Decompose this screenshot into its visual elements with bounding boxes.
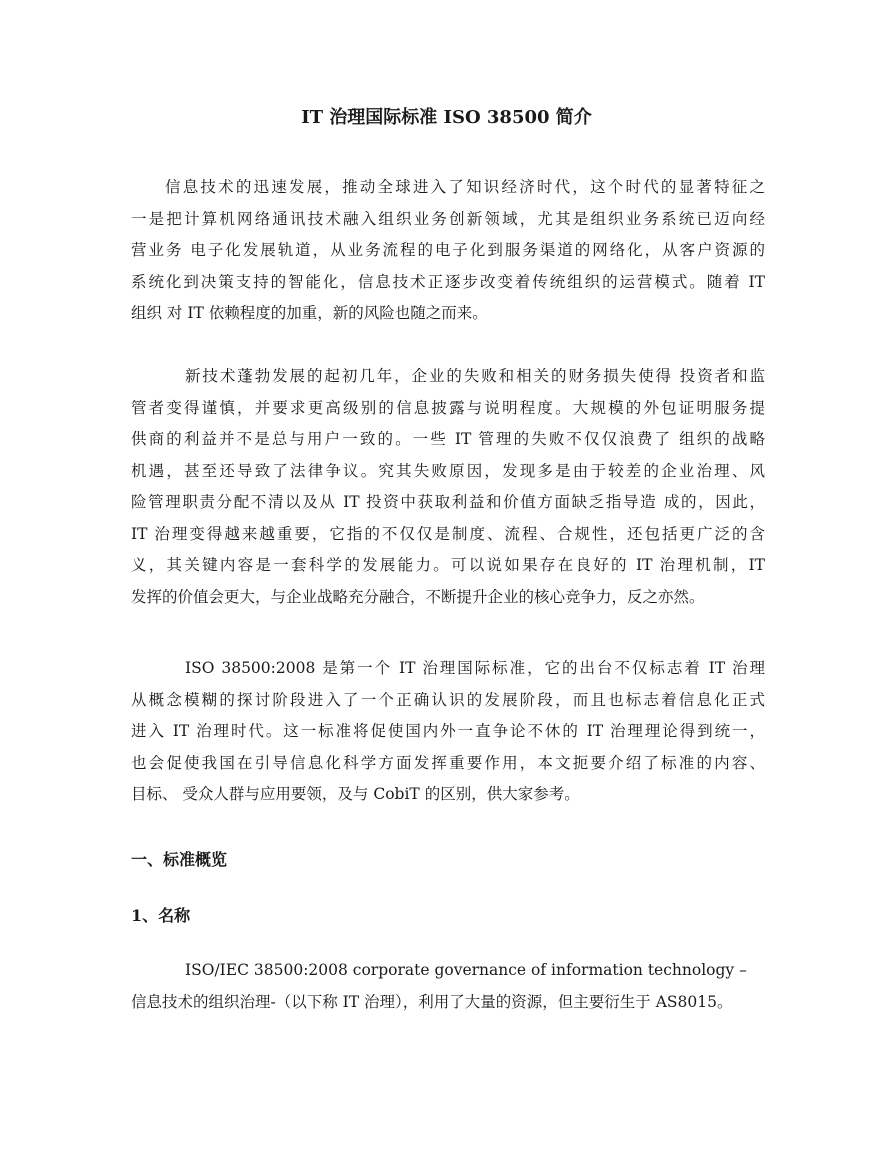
paragraph-line: 也会促使我国在引导信息化科学方面发挥重要作用，本文扼要介绍了标准的内容、 (131, 753, 765, 772)
paragraph-line: ISO 38500:2008 是第一个 IT 治理国际标准，它的出台不仅标志着 IT 治理 (185, 659, 765, 677)
paragraph-line: 从概念模糊的探讨阶段进入了一个正确认识的发展阶段，而且也标志着信息化正式 (131, 690, 765, 709)
paragraph-line: 机遇，甚至还导致了法律争议。究其失败原因，发现多是由于较差的企业治理、风 (131, 461, 765, 480)
paragraph-line: 组织 对 IT 依赖程度的加重，新的风险也随之而来。 (131, 304, 488, 322)
paragraph-risk (131, 361, 765, 613)
paragraph-line: 信息技术的组织治理-（以下称 IT 治理），利用了大量的资源，但主要衍生于 AS8015。 (131, 992, 733, 1011)
paragraph-line: 目标、 受众人群与应用要领，及与 CobiT 的区别，供大家参考。 (131, 785, 580, 803)
paragraph-name (131, 955, 765, 1018)
section-heading: 一、标准概览 (131, 850, 228, 869)
paragraph-line: ISO/IEC 38500:2008 corporate governance of information technology – (185, 961, 747, 979)
paragraph-intro (131, 172, 765, 330)
document-title: IT 治理国际标准 ISO 38500 简介 (301, 107, 592, 128)
subsection-heading: 1、名称 (131, 906, 191, 925)
paragraph-line: 系统化到决策支持的智能化，信息技术正逐步改变着传统组织的运营模式。随着 IT (131, 272, 765, 291)
paragraph-line: 营业务 电子化发展轨道，从业务流程的电子化到服务渠道的网络化，从客户资源的 (131, 241, 765, 259)
paragraph-line: 信息技术的迅速发展，推动全球进入了知识经济时代，这个时代的显著特征之 (165, 178, 765, 196)
paragraph-line: 新技术蓬勃发展的起初几年，企业的失败和相关的财务损失使得 投资者和监 (185, 367, 765, 385)
paragraph-line: IT 治理变得越来越重要，它指的不仅仅是制度、流程、合规性，还包括更广泛的含 (131, 524, 765, 543)
paragraph-line: 发挥的价值会更大，与企业战略充分融合，不断提升企业的核心竞争力，反之亦然。 (131, 587, 705, 606)
paragraph-line: 供商的利益并不是总与用户一致的。一些 IT 管理的失败不仅仅浪费了 组织的战略 (131, 430, 765, 448)
paragraph-standard (131, 653, 765, 811)
paragraph-line: 险管理职责分配不清以及从 IT 投资中获取利益和价值方面缺乏指导造 成的，因此， (131, 493, 765, 511)
paragraph-line: 管者变得谨慎，并要求更高级别的信息披露与说明程度。大规模的外包证明服务提 (131, 398, 765, 417)
paragraph-line: 义，其关键内容是一套科学的发展能力。可以说如果存在良好的 IT 治理机制，IT (131, 556, 765, 574)
paragraph-line: 一是把计算机网络通讯技术融入组织业务创新领域，尤其是组织业务系统已迈向经 (131, 209, 765, 228)
paragraph-line: 进入 IT 治理时代。这一标准将促使国内外一直争论不休的 IT 治理理论得到统一， (131, 722, 765, 740)
